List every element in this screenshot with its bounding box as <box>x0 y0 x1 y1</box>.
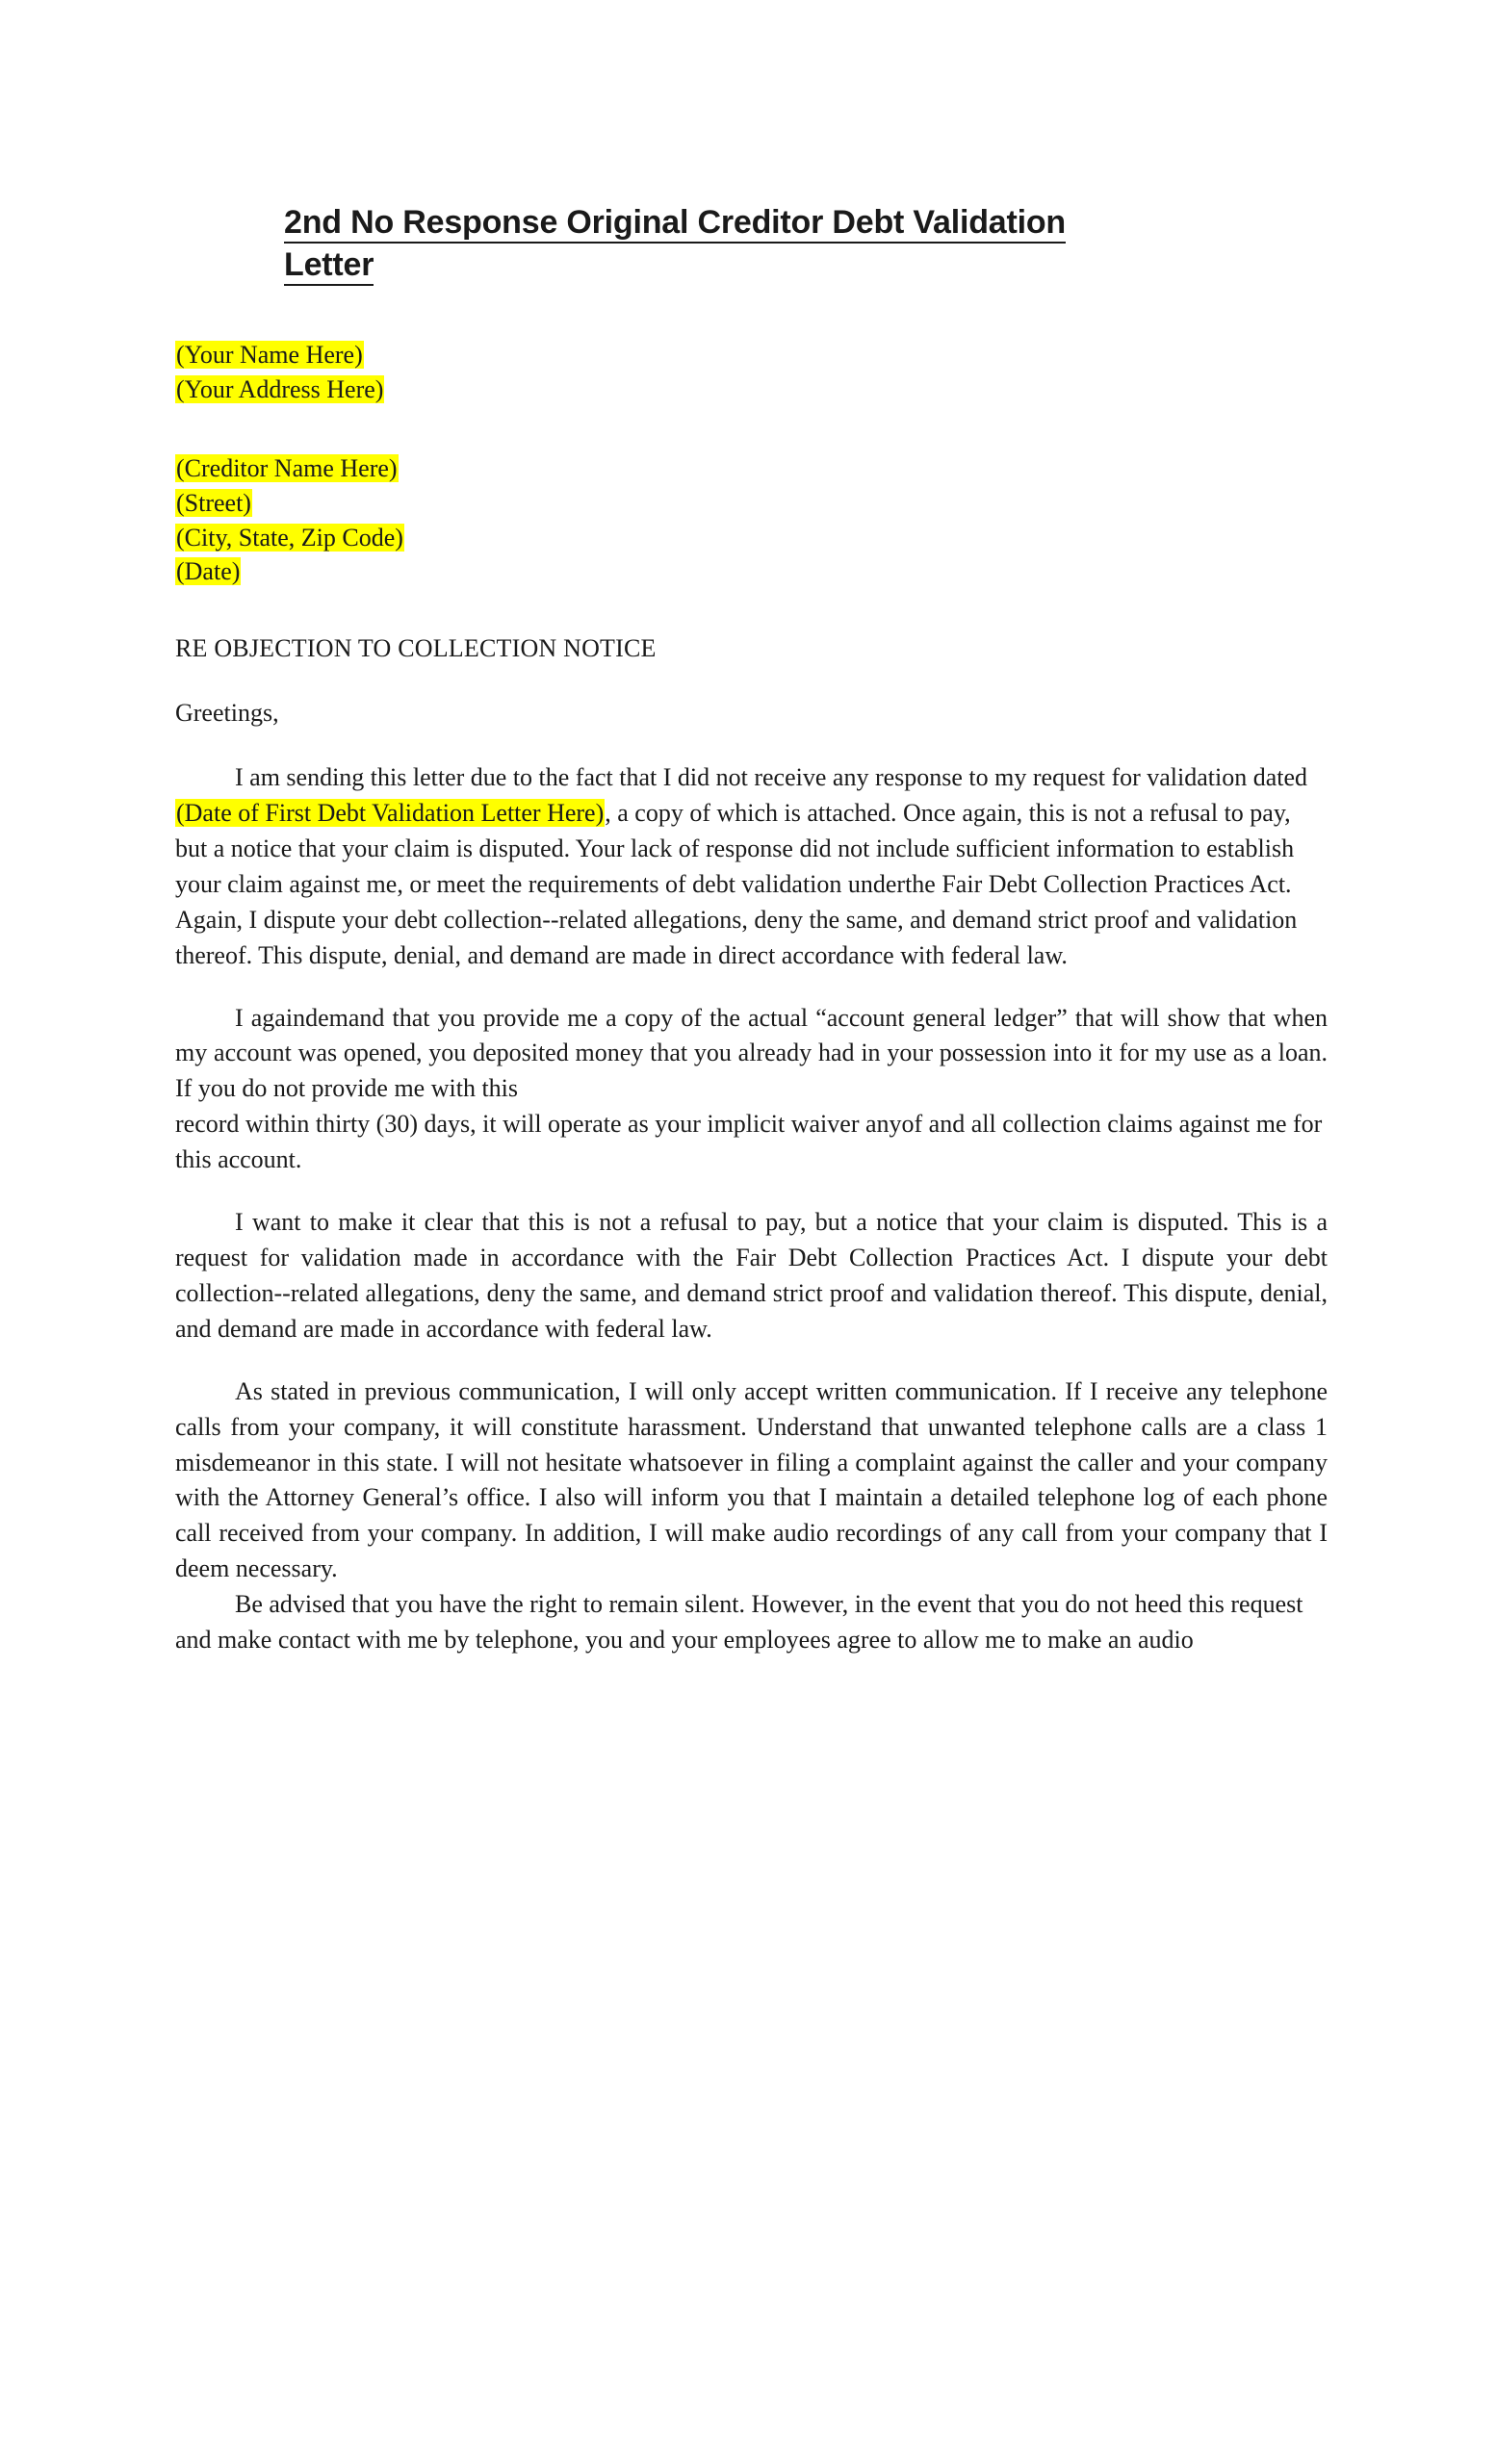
creditor-name-line <box>175 451 1328 486</box>
subject-line: RE OBJECTION TO COLLECTION NOTICE <box>175 634 657 663</box>
sender-address: (Your Address Here) <box>176 374 384 403</box>
letter-date: (Date) <box>176 557 241 586</box>
paragraph-2-second-part: record within thirty (30) days, it will operate as your implicit waiver anyof and all collection claims against me for this account. <box>175 1110 1323 1174</box>
paragraph-1-part-2: , a copy of which is attached. Once again, this is not a refusal to pay, but a notice that your claim is disputed. Your lack of response did not include sufficient information to establish your claim against me, or meet the requirements of debt validation underthe Fair Debt Collection Practices Act. Again, I dispute your debt collection--related allegations, deny the same, and demand strict proof and validation thereof. This dispute, denial, and demand are made in direct accordance with federal law. <box>175 799 1298 969</box>
page-title-line-1: 2nd No Response Original Creditor Debt Validation <box>284 204 1066 244</box>
sender-name: (Your Name Here) <box>176 341 363 370</box>
sender-address-line <box>175 372 1328 407</box>
paragraph-1 <box>175 760 1328 973</box>
paragraph-2-first-part: I againdemand that you provide me a copy of the actual “account general ledger” that will show that when my account was opened, you deposited money that you already had in your possession into it for my use as a loan. If you do not provide me with this <box>175 1003 1328 1103</box>
letter-date-line <box>175 554 1328 589</box>
page-title-line-2: Letter <box>284 246 374 286</box>
paragraph-3: I want to make it clear that this is not a refusal to pay, but a notice that your claim is disputed. This is a request for validation made in accordance with the Fair Debt Collection Practices Act. I dispute your debt collection--related allegations, deny the same, and demand strict proof and validation thereof. This dispute, denial, and demand are made in accordance with federal law. <box>175 1208 1328 1343</box>
greeting-line: Greetings, <box>175 699 279 728</box>
page-title <box>175 202 1328 286</box>
creditor-city-state-zip: (City, State, Zip Code) <box>176 523 403 552</box>
paragraph-1-part-1: I am sending this letter due to the fact that I did not receive any response to my request for validation dated <box>235 763 1308 792</box>
creditor-street: (Street) <box>176 488 251 517</box>
paragraph-5: Be advised that you have the right to remain silent. However, in the event that you do not heed this request and make contact with me by telephone, you and your employees agree to allow me to make an audio <box>175 1590 1303 1655</box>
creditor-name: (Creditor Name Here) <box>176 453 398 482</box>
creditor-city-state-zip-line <box>175 521 1328 555</box>
recipient-address-block <box>175 451 1328 590</box>
creditor-street-line <box>175 486 1328 521</box>
document-title-block <box>175 202 1328 286</box>
sender-address-block <box>175 338 1328 407</box>
sender-name-line <box>175 338 1328 372</box>
first-validation-letter-date: (Date of First Debt Validation Letter Here) <box>176 799 605 827</box>
paragraph-4: As stated in previous communication, I will only accept written communication. If I receive any telephone calls from your company, it will constitute harassment. Understand that unwanted telephone calls are a class 1 misdemeanor in this state. I will not hesitate whatsoever in filing a complaint against the caller and your company with the Attorney General’s office. I also will inform you that I maintain a detailed telephone log of each phone call received from your company. In addition, I will make audio recordings of any call from your company that I deem necessary. <box>175 1376 1328 1583</box>
